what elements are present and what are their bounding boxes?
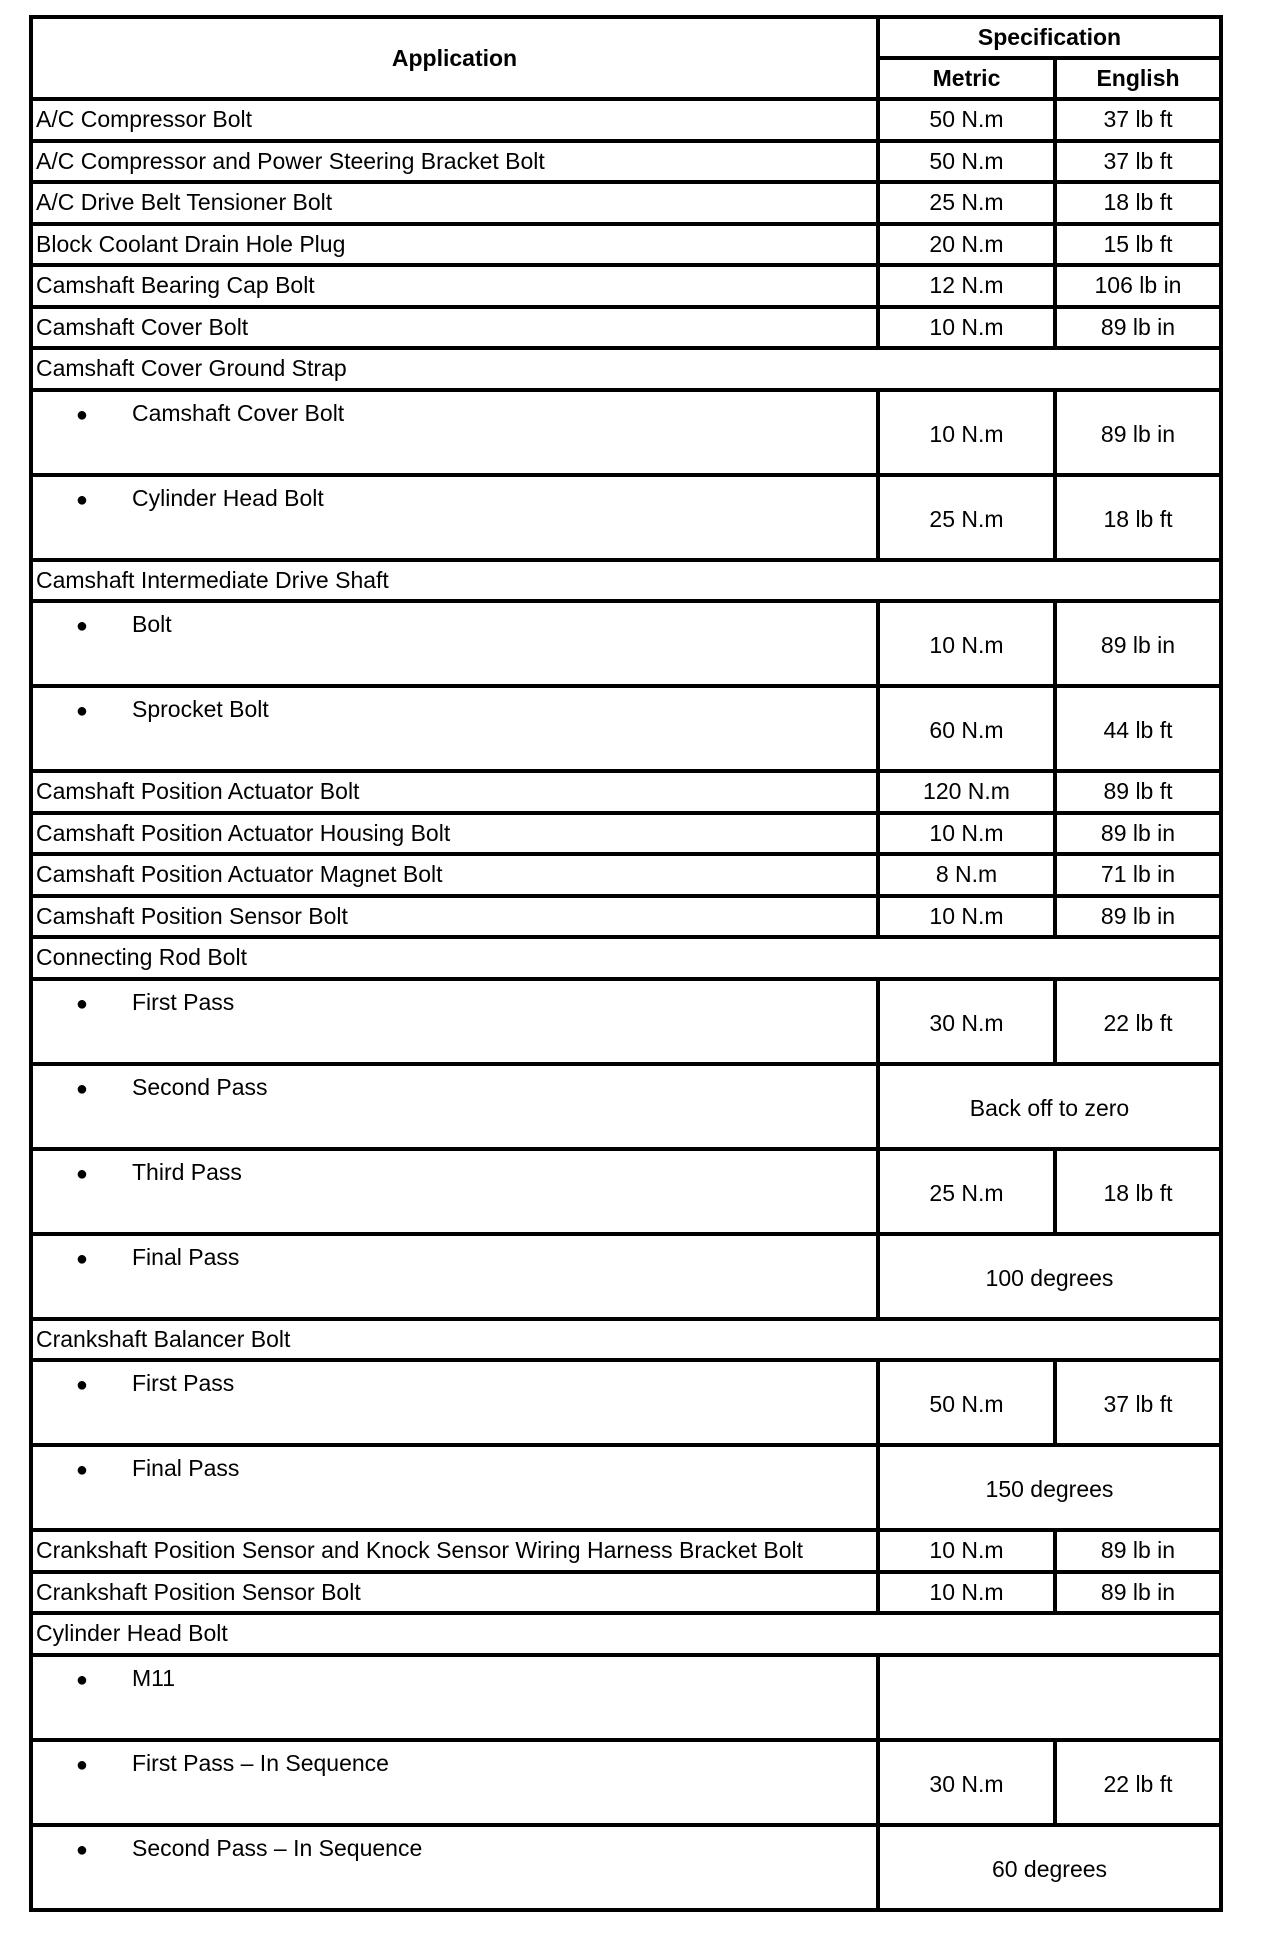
table-body — [31, 99, 1221, 1910]
table-row — [31, 1319, 1221, 1361]
english-value: 89 lb in — [1055, 1530, 1221, 1572]
table-row — [31, 937, 1221, 979]
english-value: 37 lb ft — [1055, 141, 1221, 183]
sub-step-row — [31, 475, 1221, 560]
sub-step-row — [31, 601, 1221, 686]
bullet-icon: ● — [75, 403, 88, 426]
sub-step-row — [31, 979, 1221, 1064]
application-cell: Block Coolant Drain Hole Plug — [31, 224, 878, 266]
sub-step-label: Final Pass — [132, 1455, 240, 1481]
sub-step-cell — [31, 390, 878, 475]
english-value: 89 lb ft — [1055, 771, 1221, 813]
sub-step-cell — [31, 1740, 878, 1825]
sub-step-cell — [31, 1149, 878, 1234]
sub-step-cell — [31, 686, 878, 771]
english-value: 18 lb ft — [1055, 182, 1221, 224]
application-cell: Camshaft Cover Ground Strap — [31, 348, 1221, 390]
metric-value: 10 N.m — [878, 390, 1055, 475]
metric-value: 50 N.m — [878, 141, 1055, 183]
application-cell: Crankshaft Balancer Bolt — [31, 1319, 1221, 1361]
sub-step-label: First Pass – In Sequence — [132, 1749, 389, 1776]
application-cell: Crankshaft Position Sensor and Knock Sensor Wiring Harness Bracket Bolt — [31, 1530, 878, 1572]
english-value: 37 lb ft — [1055, 99, 1221, 141]
spec-value: 100 degrees — [878, 1234, 1221, 1319]
metric-header: Metric — [878, 58, 1055, 99]
sub-step-cell — [31, 1445, 878, 1530]
english-value: 89 lb in — [1055, 896, 1221, 938]
table-row — [31, 813, 1221, 855]
metric-value: 10 N.m — [878, 307, 1055, 349]
sub-step-cell — [31, 1655, 878, 1740]
sub-step-cell — [31, 979, 878, 1064]
sub-step-label: Second Pass — [132, 1073, 268, 1100]
application-cell: A/C Compressor Bolt — [31, 99, 878, 141]
english-value: 89 lb in — [1055, 813, 1221, 855]
sub-step-label: First Pass — [132, 988, 235, 1015]
bullet-icon: ● — [75, 700, 88, 722]
table-row — [31, 182, 1221, 224]
english-value: 71 lb in — [1055, 854, 1221, 896]
metric-value: 120 N.m — [878, 771, 1055, 813]
table-row — [31, 1572, 1221, 1614]
application-cell: Camshaft Position Actuator Housing Bolt — [31, 813, 878, 855]
sub-step-row — [31, 1360, 1221, 1445]
application-cell: Camshaft Position Actuator Bolt — [31, 771, 878, 813]
bullet-icon: ● — [75, 615, 88, 637]
metric-value: 30 N.m — [878, 979, 1055, 1064]
application-cell: Camshaft Position Actuator Magnet Bolt — [31, 854, 878, 896]
bullet-icon: ● — [75, 1838, 88, 1861]
table-row — [31, 771, 1221, 813]
sub-step-label: Cylinder Head Bolt — [132, 484, 324, 511]
application-cell: A/C Drive Belt Tensioner Bolt — [31, 182, 878, 224]
sub-step-row — [31, 1740, 1221, 1825]
sub-step-label: Third Pass — [132, 1158, 242, 1185]
sub-step-label: First Pass — [132, 1370, 235, 1396]
bullet-icon: ● — [75, 1668, 88, 1691]
spec-value: 150 degrees — [878, 1445, 1221, 1530]
english-value: 22 lb ft — [1055, 979, 1221, 1064]
application-cell: Connecting Rod Bolt — [31, 937, 1221, 979]
bullet-icon: ● — [75, 488, 88, 511]
bullet-icon: ● — [75, 1247, 88, 1270]
sub-step-cell — [31, 1825, 878, 1910]
table-row — [31, 1613, 1221, 1655]
sub-step-cell — [31, 1234, 878, 1319]
english-value: 18 lb ft — [1055, 475, 1221, 560]
sub-step-cell — [31, 601, 878, 686]
metric-value: 60 N.m — [878, 686, 1055, 771]
metric-value: 50 N.m — [878, 1360, 1055, 1445]
english-value: 89 lb in — [1055, 601, 1221, 686]
bullet-icon: ● — [75, 1459, 88, 1481]
sub-step-label: M11 — [132, 1664, 176, 1691]
application-cell: A/C Compressor and Power Steering Bracket Bolt — [31, 141, 878, 183]
empty-spec-cell — [878, 1655, 1221, 1740]
application-cell: Camshaft Cover Bolt — [31, 307, 878, 349]
metric-value: 10 N.m — [878, 601, 1055, 686]
metric-value: 30 N.m — [878, 1740, 1055, 1825]
table-row — [31, 896, 1221, 938]
english-value: 15 lb ft — [1055, 224, 1221, 266]
sub-step-row — [31, 390, 1221, 475]
sub-step-row — [31, 686, 1221, 771]
torque-spec-table — [29, 15, 1223, 1912]
table-header — [31, 17, 1221, 99]
sub-step-label: Sprocket Bolt — [132, 696, 269, 722]
metric-value: 10 N.m — [878, 1530, 1055, 1572]
table-row — [31, 224, 1221, 266]
bullet-icon: ● — [75, 992, 88, 1015]
sub-step-row — [31, 1655, 1221, 1740]
application-cell: Camshaft Intermediate Drive Shaft — [31, 560, 1221, 602]
table-row — [31, 265, 1221, 307]
table-row — [31, 141, 1221, 183]
sub-step-cell — [31, 1064, 878, 1149]
spec-value: Back off to zero — [878, 1064, 1221, 1149]
sub-step-cell — [31, 1360, 878, 1445]
application-cell: Camshaft Position Sensor Bolt — [31, 896, 878, 938]
sub-step-row — [31, 1149, 1221, 1234]
english-value: 37 lb ft — [1055, 1360, 1221, 1445]
english-value: 44 lb ft — [1055, 686, 1221, 771]
spec-value: 60 degrees — [878, 1825, 1221, 1910]
metric-value: 50 N.m — [878, 99, 1055, 141]
table-row — [31, 1530, 1221, 1572]
sub-step-label: Second Pass – In Sequence — [132, 1834, 423, 1861]
english-value: 18 lb ft — [1055, 1149, 1221, 1234]
sub-step-cell — [31, 475, 878, 560]
application-cell: Camshaft Bearing Cap Bolt — [31, 265, 878, 307]
application-cell: Crankshaft Position Sensor Bolt — [31, 1572, 878, 1614]
sub-step-label: Final Pass — [132, 1243, 240, 1270]
application-header: Application — [31, 17, 878, 99]
bullet-icon: ● — [75, 1162, 88, 1185]
metric-value: 20 N.m — [878, 224, 1055, 266]
table-row — [31, 348, 1221, 390]
english-value: 89 lb in — [1055, 390, 1221, 475]
bullet-icon: ● — [75, 1374, 88, 1396]
sub-step-label: Bolt — [132, 611, 172, 637]
english-value: 106 lb in — [1055, 265, 1221, 307]
table-row — [31, 560, 1221, 602]
english-value: 89 lb in — [1055, 1572, 1221, 1614]
metric-value: 10 N.m — [878, 1572, 1055, 1614]
specification-header: Specification — [878, 17, 1221, 58]
metric-value: 25 N.m — [878, 1149, 1055, 1234]
english-value: 89 lb in — [1055, 307, 1221, 349]
sub-step-row — [31, 1825, 1221, 1910]
metric-value: 12 N.m — [878, 265, 1055, 307]
metric-value: 10 N.m — [878, 896, 1055, 938]
sub-step-row — [31, 1445, 1221, 1530]
sub-step-row — [31, 1234, 1221, 1319]
metric-value: 25 N.m — [878, 182, 1055, 224]
metric-value: 25 N.m — [878, 475, 1055, 560]
bullet-icon: ● — [75, 1753, 88, 1776]
table-row — [31, 307, 1221, 349]
english-value: 22 lb ft — [1055, 1740, 1221, 1825]
table-row — [31, 99, 1221, 141]
metric-value: 8 N.m — [878, 854, 1055, 896]
english-header: English — [1055, 58, 1221, 99]
metric-value: 10 N.m — [878, 813, 1055, 855]
sub-step-label: Camshaft Cover Bolt — [132, 399, 345, 426]
sub-step-row — [31, 1064, 1221, 1149]
application-cell: Cylinder Head Bolt — [31, 1613, 1221, 1655]
table-row — [31, 854, 1221, 896]
bullet-icon: ● — [75, 1077, 88, 1100]
